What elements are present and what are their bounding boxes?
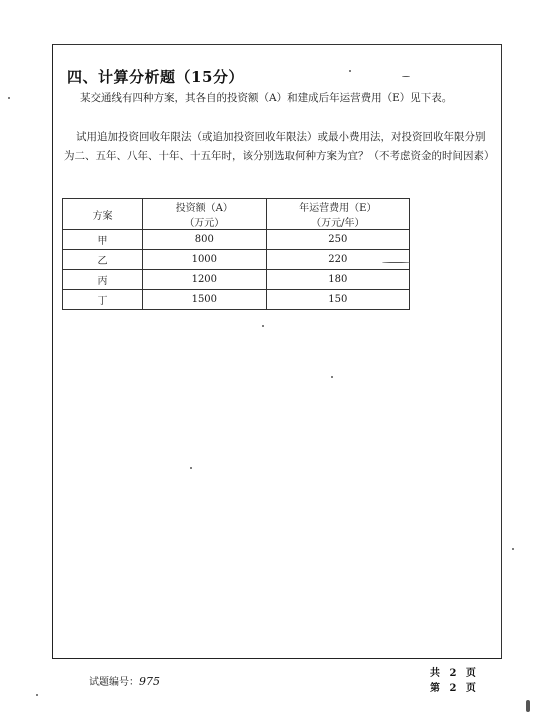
table-row [63, 290, 410, 310]
scan-speck [382, 262, 410, 263]
cell-scheme: 丙 [63, 270, 143, 290]
cell-investment: 1200 [143, 270, 267, 290]
cell-scheme: 丁 [63, 290, 143, 310]
section-title: 四、计算分析题（15分） [67, 68, 244, 86]
scan-speck [36, 694, 38, 696]
header-investment-label: 投资额（A） [175, 203, 233, 214]
header-operating-cost-label: 年运营费用（E） [299, 203, 377, 214]
table-header-operating-cost [266, 199, 409, 230]
scan-speck [262, 325, 264, 327]
current-page: 第 2 页 [430, 683, 479, 694]
scan-speck [512, 548, 514, 550]
cell-scheme: 甲 [63, 230, 143, 250]
data-table [62, 198, 410, 310]
table-header-investment [143, 199, 267, 230]
scan-speck [526, 700, 530, 712]
table-row [63, 270, 410, 290]
cell-investment: 1500 [143, 290, 267, 310]
scan-speck [349, 70, 351, 72]
scan-speck [190, 467, 192, 469]
header-scheme-label: 方案 [92, 210, 113, 222]
table-header-scheme [63, 199, 143, 230]
cell-operating-cost: 180 [266, 270, 409, 290]
scan-speck [402, 76, 410, 77]
exam-code [89, 673, 160, 688]
cell-operating-cost: 150 [266, 290, 409, 310]
page-counter [430, 666, 479, 696]
exam-code-label: 试题编号： [89, 677, 139, 688]
cell-investment: 800 [143, 230, 267, 250]
cell-investment: 1000 [143, 250, 267, 270]
scan-speck [8, 97, 10, 99]
total-pages: 共 2 页 [430, 668, 479, 679]
cell-operating-cost: 250 [266, 230, 409, 250]
cell-operating-cost: 220 [266, 250, 409, 270]
table-row [63, 250, 410, 270]
scan-speck [331, 376, 333, 378]
problem-paragraph-2: 试用追加投资回收年限法（或追加投资回收年限法）或最小费用法，对投资回收年限分别为二、五年、八年、十年、十五年时，该分别选取何种方案为宜？（不考虑资金的时间因素） [64, 131, 495, 162]
table-row [63, 230, 410, 250]
header-operating-cost-unit: （万元/年） [311, 218, 365, 229]
exam-code-value: 975 [139, 675, 160, 688]
cell-scheme: 乙 [63, 250, 143, 270]
problem-paragraph-1: 某交通线有四种方案，其各自的投资额（A）和建成后年运营费用（E）见下表。 [80, 92, 453, 104]
header-investment-unit: （万元） [184, 218, 225, 229]
